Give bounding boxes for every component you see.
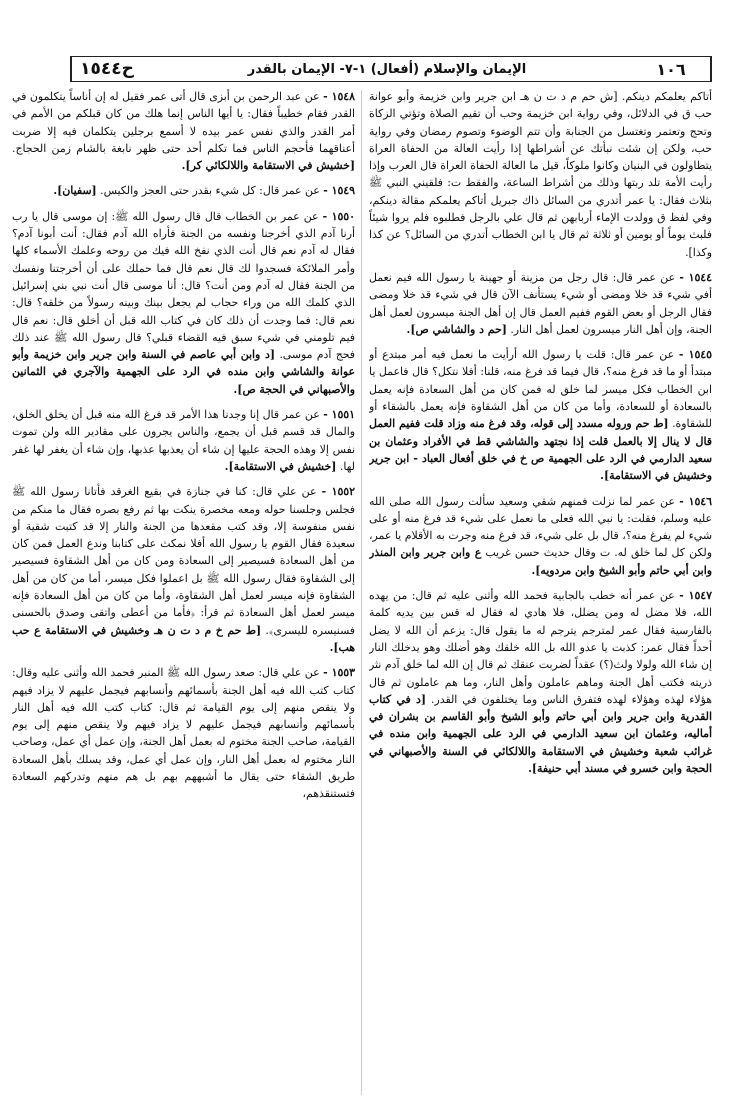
hadith-paragraph bbox=[12, 182, 355, 199]
source-reference: ع وابن جرير وابن المنذر وابن أبي حاتم وأبو الشيخ وابن مردويه]. bbox=[369, 546, 712, 577]
hadith-text: عن عمر بن الخطاب قال قال رسول الله ﷺ: إن موسى قال يا رب أرنا آدم الذي أخرجنا ونفسه من الجنة فأراه الله آدم فقال: أنت أبونا آدم؟ فقال له آدم نعم قال أنت الذي نفخ الله فيك من روحه وعلمك الأسماء كلها وأمر الملائكة فسجدوا لك قال نعم قال فما حملك على أن أخرجتنا ونفسك من الجنة فقال له آدم ومن أنت؟ قال: أنا موسى قال أنت نبي بني إسرائيل الذي كلمك الله من وراء حجاب لم يجعل بينك وبينه رسولاً من خلقه؟ قال: نعم قال: فما وجدت أن ذلك كان في كتاب الله قبل أن أخلق قال: نعم قال فيم تلومني في شيء سبق فيه القضاء قبلي؟ قال رسول الله ﷺ عند ذلك فحج آدم موسى. bbox=[12, 209, 355, 362]
source-reference: [خشيش في الاستقامة واللالكائي كر]. bbox=[181, 159, 355, 173]
source-reference: [ط حم وروله مسدد إلى قوله، وقد فرغ منه وزاد قلت ففيم العمل قال لا ينال إلا بالعمل قلت إذا نجتهد والشاشي قط في الأفراد وعثمان بن سعيد الدارمي في الرد على الجهمية ص خ في خلق أفعال العباد - ابن جرير وخشيش في الاستقامة]. bbox=[369, 417, 712, 483]
column-divider bbox=[361, 90, 362, 1095]
hadith-paragraph bbox=[369, 587, 712, 777]
hadith-text: عن عمر لما نزلت فمنهم شقي وسعيد سألت رسول الله صلى الله عليه وسلم، فقلت: يا نبي الله فعلى ما نعمل على شيء قد فرغ منه أو على شيء لم يفرغ منه؟، قال بل على شيء، قد فرغ منه وجرت به الأقلام يا عمر، ولكن كل لما خلق له. ت وقال حديث حسن غريب bbox=[369, 494, 712, 560]
source-reference: [سفيان]. bbox=[53, 184, 97, 198]
right-column bbox=[369, 88, 712, 1100]
source-reference: [د في كتاب القدرية وابن جرير وابن أبي حاتم وأبو الشيخ وأبو القاسم بن بشران في أماليه، وعثمان ابن سعيد الدارمي في الرد على الجهمية وابن منده في غرائب شعبة وخشيش في الاستقامة واللالكائي في السنة والأصبهاني في الحجة وابن خسرو في مسند أبي حنيفة]. bbox=[369, 692, 712, 775]
hadith-text: أتاكم يعلمكم دينكم. [ش حم م د ت ن هـ ابن جرير وابن خزيمة وأبو عوانة حب ق في الدلائل، وفي رواية ابن خزيمة وحب أن تقيم الصلاة وتؤتي الزكاة وتحج وتعتمر وتغتسل من الجنابة وأن تتم الوضوء وتصوم رمضان وفي رواية حب، ولكن إن شئت نبأتك عن أشراطها إذا رأيت العالة من الحفاة العراة يتطاولون في البنيان وكانوا ملوكاً، قيل ما العالة الحفاة العراة قال العرب وإذا رأيت الأمة تلد ربتها وذلك من أشراط الساعة، والفقط ت: فلقيني النبي ﷺ بثلاث فقال: يا عمر أتدري من السائل ذاك جبريل أتاكم يعلمكم مقالة دينكم، وفي لفظ ق وولدت الإماء أربابهن ثم قال علي بالرجل فطلبوه فلم يروا شيئاً فلبث يوماً أو يومين أو ثلاثة ثم قال يا ابن الخطاب أتدري من السائل؟ عن كذا وكذا]. bbox=[369, 90, 712, 259]
source-reference: [ط حم خ م د ت ن هـ وخشيش في الاستقامة ع حب هب]. bbox=[12, 623, 355, 654]
hadith-number: ١٥٥٢ - bbox=[321, 485, 355, 499]
hadith-number: ١٥٥٣ - bbox=[323, 666, 355, 680]
hadith-number: ١٥٤٥ - bbox=[678, 348, 712, 362]
hadith-range: ح١٥٤٤ bbox=[71, 57, 142, 81]
hadith-number: ١٥٤٧ - bbox=[679, 589, 712, 603]
running-header bbox=[70, 56, 712, 82]
hadith-paragraph bbox=[369, 88, 712, 261]
hadith-text: عن علي قال: كنا في جنازة في بقيع الغرقد فأتانا رسول الله ﷺ فجلس وجلسنا حوله ومعه مخصرة ينكت بها ثم رفع بصره فقال ما منكم من نفس منفوسة إلا، وقد كتب مقعدها من الجنة والنار إلا قد كتبت شقية أو سعيدة فقال القوم يا رسول الله أفلا نمكث على كتابنا وندع العمل فمن كان من أهل السعادة فسيصير إلى السعادة ومن كان من أهل الشقاوة فسيصير إلى الشقاوة فقال رسول الله ﷺ بل اعملوا فكل ميسر، أما من كان من أهل الشقاوة فإنه ميسر لعمل أهل الشقاوة، وأما من كان من أهل السعادة فإنه ميسر لعمل أهل السعادة ثم قرأ: ﴿فأما من أعطى واتقى وصدق بالحسنى فسنيسره لليسرى﴾. bbox=[12, 485, 355, 637]
hadith-text: عن عمر قال: كل شيء بقدر حتى العجز والكيس. bbox=[100, 184, 320, 198]
hadith-text: عن عمر أنه خطب بالجابية فحمد الله وأثنى عليه ثم قال: من يهده الله، فلا مضل له ومن يضلل، فلا هادي له فقال له قس بين يديه كلمة بالفارسية فقال عمر لمترجم يترجم له ما يقول قال: يزعم أن الله لا يضل أحداً فقال عمر: كذبت يا عدو الله بل الله خلقك وهو أضلك وهو يدخلك النار إن شاء الله ولولا ولث(؟) عقداً لضربت عنقك ثم قال إن الله لما خلق آدم نثر ذريته فكتب أهل الجنة وماهم عاملون وأهل النار، وما هم عاملون ثم قال هؤلاء لهذه وهؤلاء لهذه فتفرق الناس وما يختلفون في القدر. bbox=[369, 589, 712, 706]
hadith-text: عن عمر قال: قال رجل من مزينة أو جهينة يا رسول الله فيم نعمل أفي شيء قد خلا ومضى أو شيء يستأنف الآن قال في شيء قد خلا ومضى فقال الرجل أو بعض القوم ففيم العمل قال إن أهل الجنة ميسرون لعمل أهل الجنة، وإن أهل النار ميسرون لعمل أهل النار. bbox=[369, 270, 712, 336]
hadith-text: عن عمر قال إنا وجدنا هذا الأمر قد فرغ الله منه قبل أن يخلق الخلق، والمال قد قسم قبل أن يجمع، والناس يجرون على مقادير الله ولن تموت نفس إلا وهذه الحجة عليها إن شاء أن يعذبها عذبها، وإن شاء أن يغفر لها غفر لها. bbox=[12, 408, 355, 473]
hadith-paragraph bbox=[369, 493, 712, 579]
hadith-paragraph bbox=[12, 88, 355, 174]
source-reference: [خشيش في الاستقامة]. bbox=[224, 459, 337, 473]
hadith-number: ١٥٤٨ - bbox=[323, 90, 355, 103]
left-column bbox=[12, 88, 355, 1100]
hadith-paragraph bbox=[369, 269, 712, 338]
hadith-number: ١٥٤٩ - bbox=[323, 184, 355, 198]
hadith-paragraph bbox=[12, 406, 355, 475]
hadith-number: ١٥٥٠ - bbox=[322, 209, 355, 223]
hadith-paragraph bbox=[12, 208, 355, 398]
hadith-number: ١٥٤٦ - bbox=[679, 494, 712, 508]
chapter-title: الإيمان والإسلام (أفعال) ١-٧- الإيمان بالقدر bbox=[247, 61, 527, 77]
hadith-paragraph bbox=[12, 483, 355, 656]
hadith-number: ١٥٥١ - bbox=[323, 408, 355, 422]
hadith-text: عن علي قال: صعد رسول الله ﷺ المنبر فحمد الله وأثنى عليه وقال: كتاب كتب الله فيه أهل الجنة بأسمائهم وأنسابهم فيجمل عليهم لا يزاد فيهم ولا ينقص منهم إلى يوم القيامة ثم قال: كتاب كتب الله فيه أهل النار بأسمائهم وأنسابهم فيجمل عليهم لا يزاد فيهم ولا ينقص منهم إلى يوم القيامة، صاحب الجنة مختوم له بعمل أهل الجنة، وإن عمل أي عمل، وصاحب النار مختوم له بعمل أهل النار، وإن عمل أي عمل، وقد يسلك بأهل السعادة طريق الشقاء حتى يقال ما أشبههم بهم بل هم منهم وتدركهم السعادة فتستنقذهم، bbox=[12, 666, 355, 801]
source-reference: [د وابن أبي عاصم في السنة وابن جرير وابن خزيمة وأبو عوانة والشاشي وابن منده في الرد على الجهمية والآجري في الثمانين والأصبهاني في الحجة ص]. bbox=[12, 348, 355, 396]
hadith-paragraph bbox=[12, 664, 355, 802]
source-reference: [حم د والشاشي ص]. bbox=[406, 322, 507, 336]
hadith-text: عن عمر قال: قلت يا رسول الله أرأيت ما نعمل فيه أمر مبتدع أو مبتدأ أو ما قد فرغ منه؟، قال فيما قد فرغ منه، قلنا: أفلا نتكل؟ قال فاعمل يا ابن الخطاب فكل ميسر لما خلق له فمن كان من أهل السعادة فإنه يعمل بالسعادة أو للسعادة، وأما من كان من أهل الشقاوة فإنه يعمل بالشقاء أو للشقاوة. bbox=[369, 348, 712, 431]
hadith-text: عن عبد الرحمن بن أبزى قال أتى عمر فقيل له إن أناساً يتكلمون في القدر فقام خطيباً فقال: يا أيها الناس إنما هلك من كان قبلكم من الأمم في أمر القدر والذي نفس عمر بيده لا أسمع برجلين يتكلمان فيه إلا ضربت أعناقهما فأحجم الناس فما تكلم أحد حتى ظهر نابغة بالشام زمن الحجاج. bbox=[12, 90, 355, 155]
hadith-number: ١٥٤٤ - bbox=[679, 270, 712, 284]
page-number: ١٠٦ bbox=[632, 57, 711, 81]
hadith-paragraph bbox=[369, 346, 712, 484]
